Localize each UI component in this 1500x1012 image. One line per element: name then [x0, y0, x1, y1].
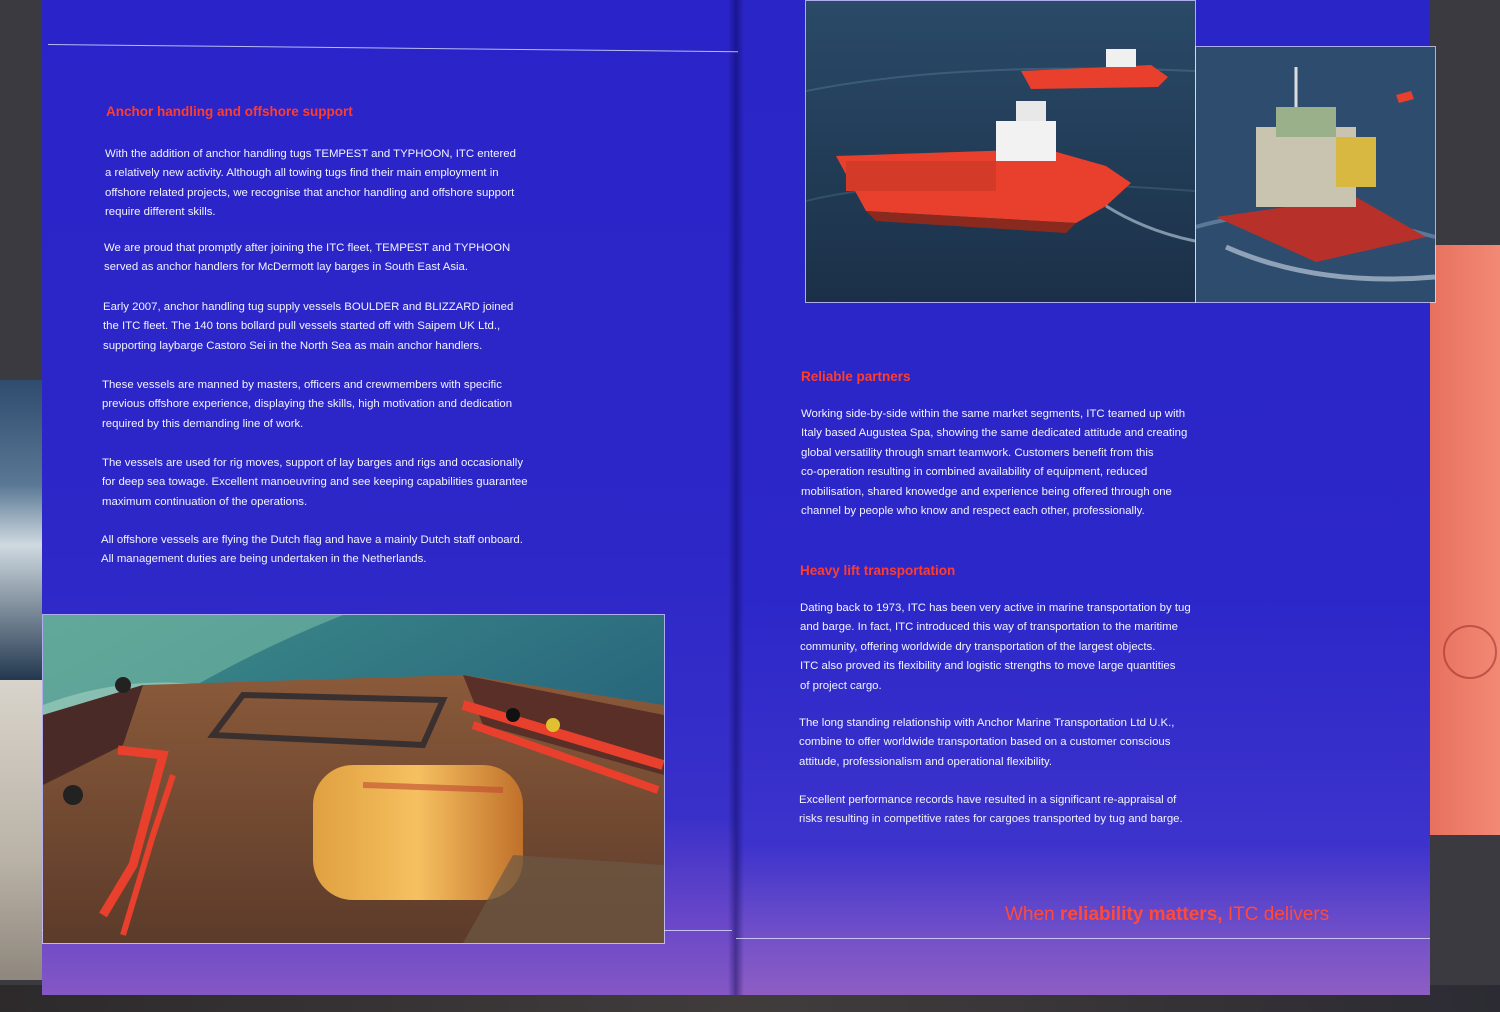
desk-background-photo [0, 380, 42, 680]
anchor-handling-heading: Anchor handling and offshore support [106, 104, 353, 119]
heavy-lift-heading: Heavy lift transportation [800, 563, 956, 578]
reliable-partners-heading: Reliable partners [801, 369, 911, 384]
left-paragraph-4: These vessels are manned by masters, officers and crewmembers with specific previous offshore experience, displaying the skills, high motivation and dedication required by this demanding line of work. [102, 379, 513, 430]
left-paragraph-1: With the addition of anchor handling tugs TEMPEST and TYPHOON, ITC entered a relatively new activity. Although all towing tugs find their main employment in offshore related projects, we recognise that anchor handling and offshore support require different skills. [105, 148, 516, 219]
platform-barge-photo [1195, 46, 1436, 303]
left-paragraph-6: All offshore vessels are flying the Dutch flag and have a mainly Dutch staff onboard. All management duties are being undertaken in the Netherlands. [101, 534, 523, 566]
tagline-prefix: When [1005, 904, 1060, 925]
anchor-handling-vessels-photo [805, 0, 1196, 303]
stamp-mark [1443, 625, 1497, 679]
bottom-rule-line-right [736, 938, 1430, 939]
desk-background-paper [0, 680, 42, 980]
heavy-lift-paragraph-3: Excellent performance records have resulted in a significant re-appraisal of risks resulting in competitive rates for cargoes transported by tug and barge. [799, 794, 1183, 826]
heavy-lift-paragraph-2: The long standing relationship with Anchor Marine Transportation Ltd U.K., combine to offer worldwide transportation based on a customer conscious attitude, professionalism and operational flexibility. [799, 717, 1175, 768]
brand-tagline [1005, 904, 1329, 926]
tagline-suffix: ITC delivers [1222, 904, 1330, 925]
left-paragraph-3: Early 2007, anchor handling tug supply vessels BOULDER and BLIZZARD joined the ITC fleet. The 140 tons bollard pull vessels started off with Saipem UK Ltd., supporting laybarge Castoro Sei in the North Sea as main anchor handlers. [103, 301, 514, 352]
left-paragraph-5: The vessels are used for rig moves, support of lay barges and rigs and occasionally for deep sea towage. Excellent manoeuvring and see keeping capabilities guarantee maximum continuation of the operations. [102, 457, 528, 508]
reliable-partners-paragraph: Working side-by-side within the same market segments, ITC teamed up with Italy based Augustea Spa, showing the same dedicated attitude and creating global versatility through smart teamwork. Customers benefit from this co-operation resulting in combined availability of equipment, reduced mobilisation, shared knowedge and experience being offered through one channel by people who know and respect each other, professionally. [801, 408, 1188, 518]
heavy-lift-paragraph-1: Dating back to 1973, ITC has been very active in marine transportation by tug and barge. In fact, ITC introduced this way of transportation to the maritime community, offering worldwide dry transportation of the largest objects. ITC also proved its flexibility and logistic strengths to move large quantities of project cargo. [800, 602, 1191, 692]
tagline-emphasis: reliability matters, [1059, 904, 1223, 925]
left-paragraph-2: We are proud that promptly after joining the ITC fleet, TEMPEST and TYPHOON served as anchor handlers for McDermott lay barges in South East Asia. [104, 242, 511, 274]
brochure-spine [728, 0, 744, 995]
underlying-red-document [1428, 245, 1500, 835]
tug-aft-deck-photo [42, 614, 665, 944]
